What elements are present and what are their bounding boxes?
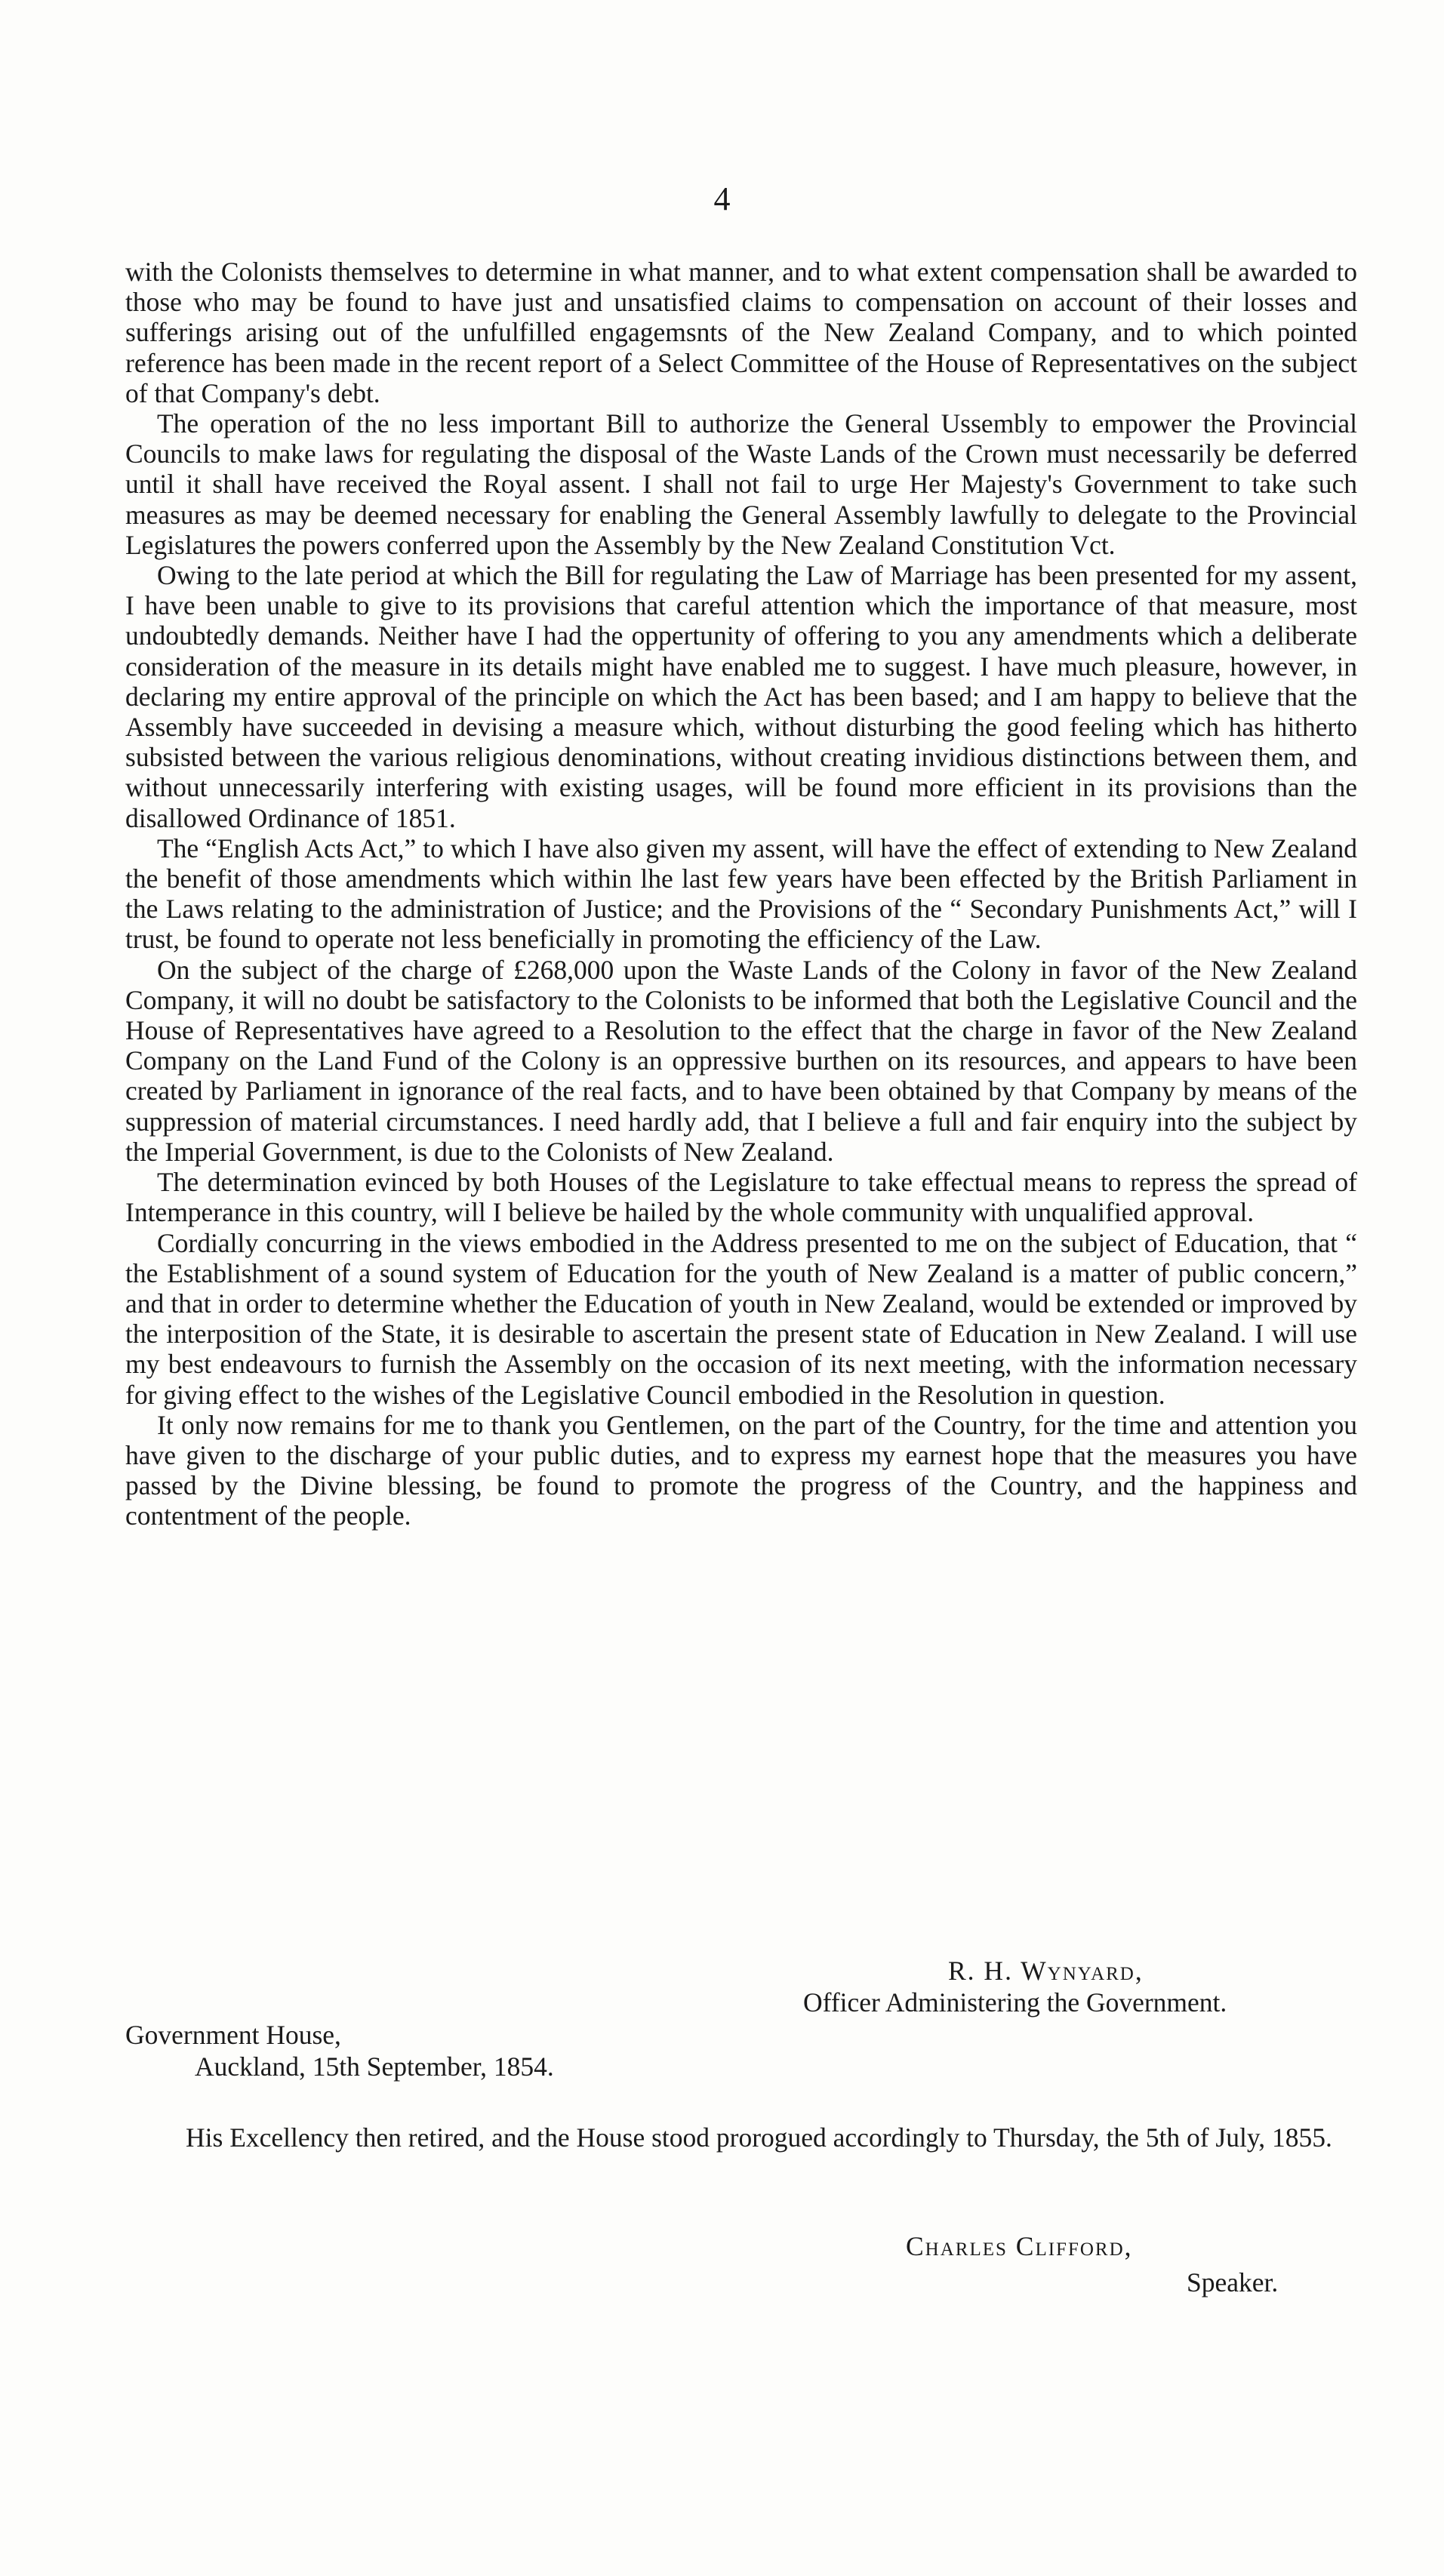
paragraph-english-acts: The “English Acts Act,” to which I have also given my assent, will have the effect of extending to New Zealand the benefit of those amendments which within lhe last few years have been effected by the British Parliament in the Laws relating to the administration of Justice; and the Provisions of the “ Secondary Punishments Act,” will I trust, be found to operate not less beneficially in promoting the efficiency of the Law. bbox=[125, 833, 1357, 955]
speaker-title: Speaker. bbox=[1187, 2267, 1279, 2297]
speech-body bbox=[125, 257, 1357, 1531]
speaker-name: Charles Clifford, bbox=[906, 2231, 1133, 2261]
dateline bbox=[125, 2019, 554, 2082]
signatory-name: R. H. Wynyard, bbox=[948, 1956, 1144, 1986]
governor-signature-block bbox=[800, 1955, 1359, 2018]
paragraph-education: Cordially concurring in the views embodied in the Address presented to me on the subject of Education, that “ the Establishment of a sound system of Education for the youth of New Zealand is a matter of public concern,” and that in order to determine whether the Education of youth in New Zealand, would be extended or improved by the interposition of the State, it is desirable to ascertain the present state of Education in New Zealand. I will use my best endeavours to furnish the Assembly on the occasion of its next meeting, with the information necessary for giving effect to the wishes of the Legislative Council embodied in the Resolution in question. bbox=[125, 1227, 1357, 1410]
paragraph-intemperance: The determination evinced by both Houses of the Legislature to take effectual means to repress the spread of Intemperance in this country, will I believe be hailed by the whole community with unqualified approval. bbox=[125, 1167, 1357, 1228]
prorogation-note: His Excellency then retired, and the House stood prorogued accordingly to Thursday, the 5th of July, 1855. bbox=[186, 2122, 1332, 2153]
signatory-title: Officer Administering the Government. bbox=[803, 1987, 1227, 2017]
dateline-date: Auckland, 15th September, 1854. bbox=[195, 2051, 554, 2082]
paragraph-thanks: It only now remains for me to thank you Gentlemen, on the part of the Country, for the time and attention you have given to the discharge of your public duties, and to express my earnest hope that the measures you have passed by the Divine blessing, be found to promote the progress of the Country, and the happiness and contentment of the people. bbox=[125, 1409, 1357, 1531]
paragraph-compensation: with the Colonists themselves to determine in what manner, and to what extent compensation shall be awarded to those who may be found to have just and unsatisfied claims to compensation on account of their losses and sufferings arising out of the unfulfilled engagemsnts of the New Zealand Company, and to which pointed reference has been made in the recent report of a Select Committee of the House of Representatives on the subject of that Company's debt. bbox=[125, 257, 1357, 408]
paragraph-marriage-bill: Owing to the late period at which the Bill for regulating the Law of Marriage has been presented for my assent, I have been unable to give to its provisions that careful attention which the importance of that measure, most undoubtedly demands. Neither have I had the oppertunity of offering to you any amendments which a deliberate consideration of the measure in its details might have enabled me to suggest. I have much pleasure, however, in declaring my entire approval of the principle on which the Act has been based; and I am happy to believe that the Assembly have succeeded in devising a measure which, without disturbing the good feeling which has hitherto subsisted between the various religious denominations, without creating invidious distinctions between them, and without unnecessarily interfering with existing usages, will be found more efficient in its provisions than the disallowed Ordinance of 1851. bbox=[125, 560, 1357, 833]
paragraph-company-charge: On the subject of the charge of £268,000 upon the Waste Lands of the Colony in favor of the New Zealand Company, it will no doubt be satisfactory to the Colonists to be informed that both the Legislative Council and the House of Representatives have agreed to a Resolution to the effect that the charge in favor of the New Zealand Company on the Land Fund of the Colony is an oppressive burthen on its resources, and appears to have been created by Parliament in ignorance of the real facts, and to have been obtained by that Company by means of the suppression of material circumstances. I need hardly add, that I believe a full and fair enquiry into the subject by the Imperial Government, is due to the Colonists of New Zealand. bbox=[125, 954, 1357, 1167]
dateline-place: Government House, bbox=[125, 2020, 341, 2050]
page-number: 4 bbox=[713, 180, 731, 217]
paragraph-waste-lands-bill: The operation of the no less important Bill to authorize the General Ussembly to empower the Provincial Councils to make laws for regulating the disposal of the Waste Lands of the Crown must necessarily be deferred until it shall have received the Royal assent. I shall not fail to urge Her Majesty's Government to take such measures as may be deemed necessary for enabling the General Assembly lawfully to delegate to the Provincial Legislatures the powers conferred upon the Assembly by the New Zealand Constitution Vct. bbox=[125, 408, 1357, 560]
